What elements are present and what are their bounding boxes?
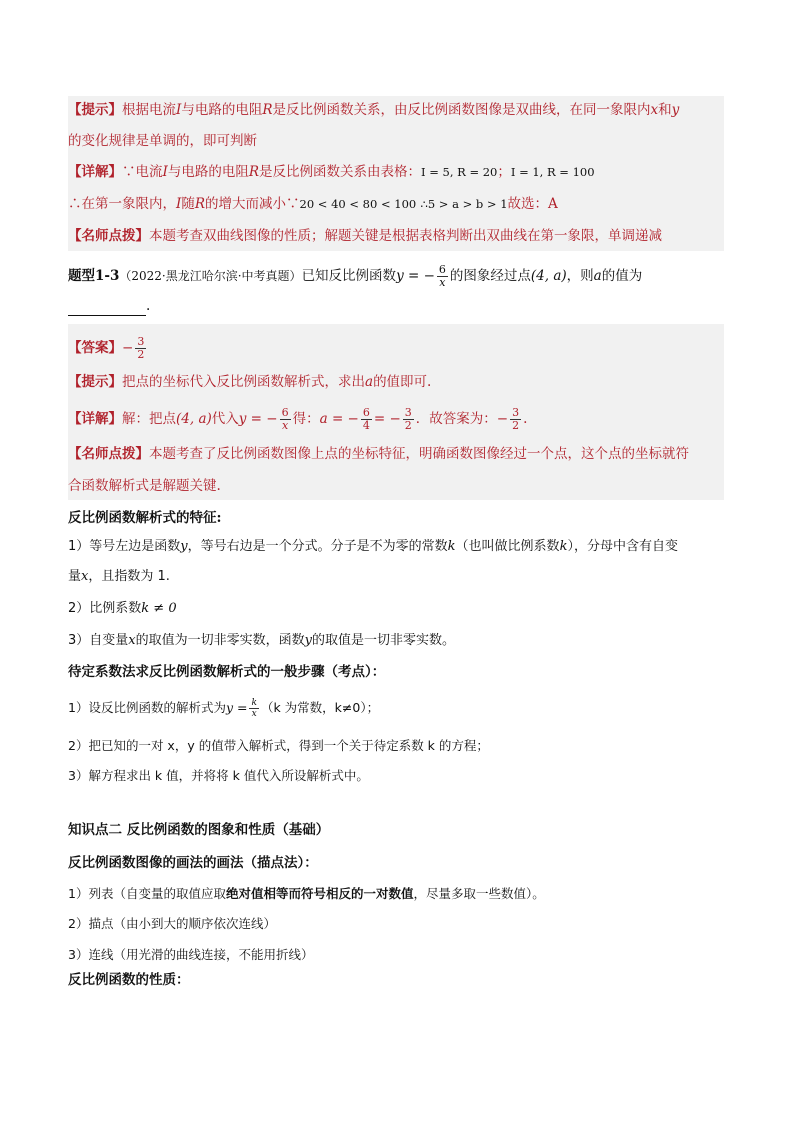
steps-heading: 待定系数法求反比例函数解析式的一般步骤（考点）：	[68, 664, 386, 680]
fraction: $\frac{3}{2}$	[137, 335, 145, 361]
formula: I = 1, R = 100	[510, 165, 595, 179]
teacher-note-2: 【名师点拨】本题考查了反比例函数图像上点的坐标特征，明确函数图像经过一个点，这个点的坐标就符	[68, 446, 689, 462]
feature-item-3: 3）自变量x的取值为一切非零实数，函数y的取值是一切非零实数。	[68, 633, 456, 648]
fraction: $\frac{3}{2}$	[404, 406, 412, 432]
inequality: 20 < 40 < 80 < 100	[299, 197, 417, 211]
answer-line: 【答案】− $\frac{3}{2}$	[68, 335, 145, 361]
answer-tag: 【答案】	[68, 340, 122, 356]
teacher-tag: 【名师点拨】	[68, 228, 149, 244]
feature-item-2: 2）比例系数k ≠ 0	[68, 601, 177, 616]
detail-line-1: 【详解】∵电流I与电路的电阻R是反比例函数关系由表格：I = 5, R = 20；I = 1, R = 100	[68, 164, 595, 180]
answer-blank	[68, 301, 146, 316]
detail-line-3: 【详解】解：把点(4, a)代入y = − $\frac{6}{x}$ 得：a = − $\frac{6}{4}$ = − $\frac{3}{2}$ ．故答案为：− $\frac{3}{2}$ .	[68, 406, 528, 432]
fraction: $\frac{6}{x}$	[438, 263, 446, 289]
step-2: 2）把已知的一对 x，y 的值带入解析式，得到一个关于待定系数 k 的方程；	[68, 738, 489, 753]
hint-line-3: 【提示】把点的坐标代入反比例函数解析式，求出a的值即可.	[68, 374, 432, 390]
hint-tag: 【提示】	[68, 102, 122, 118]
problem-label: 题型1-3	[68, 268, 120, 284]
fraction: $\frac{3}{2}$	[512, 406, 520, 432]
teacher-note-1: 【名师点拨】本题考查双曲线图像的性质；解题关键是根据表格判断出双曲线在第一象限，单调递减	[68, 228, 662, 244]
teacher-note-2-line-2: 合函数解析式是解题关键.	[68, 478, 221, 494]
fraction: $\frac{6}{4}$	[362, 406, 370, 432]
teacher-tag: 【名师点拨】	[68, 446, 149, 462]
drawing-heading: 反比例函数图像的画法的画法（描点法）：	[68, 855, 318, 871]
drawing-step-2: 2）描点（由小到大的顺序依次连线）	[68, 916, 276, 931]
fraction: $\frac{k}{x}$	[251, 698, 257, 719]
feature-heading: 反比例函数解析式的特征:	[68, 510, 222, 526]
detail-tag: 【详解】	[68, 411, 122, 427]
step-1: 1）设反比例函数的解析式为y = $\frac{k}{x}$ （k 为常数，k≠0）；	[68, 698, 380, 719]
step-3: 3）解方程求出 k 值，并将将 k 值代入所设解析式中。	[68, 768, 369, 783]
feature-item-1-line-2: 量x，且指数为 1.	[68, 569, 170, 584]
detail-line-2: ∴在第一象限内，I随R的增大而减小∵20 < 40 < 80 < 100 ∴5 > a > b > 1故选：A	[68, 196, 558, 212]
fraction: $\frac{6}{x}$	[281, 406, 289, 432]
properties-heading: 反比例函数的性质：	[68, 972, 190, 988]
hint-tag: 【提示】	[68, 374, 122, 390]
answer-choice: A	[548, 196, 558, 212]
inequality: ∴5 > a > b > 1	[420, 197, 508, 211]
hint-line-2: 的变化规律是单调的，即可判断	[68, 133, 257, 149]
formula: I = 5, R = 20	[421, 165, 498, 179]
answer-blank-line: .	[68, 296, 724, 316]
problem-source: （2022·黑龙江哈尔滨·中考真题）	[119, 269, 302, 283]
section-heading: 知识点二 反比例函数的图象和性质（基础）	[68, 822, 330, 838]
hint-line-1: 【提示】根据电流I与电路的电阻R是反比例函数关系，由反比例函数图像是双曲线，在同一象限内x和y	[68, 102, 680, 118]
detail-tag: 【详解】	[68, 164, 122, 180]
drawing-step-3: 3）连线（用光滑的曲线连接，不能用折线）	[68, 947, 314, 962]
problem-1-3: 题型1-3（2022·黑龙江哈尔滨·中考真题）已知反比例函数y = − $\frac{6}{x}$ 的图象经过点(4, a)，则a的值为	[68, 263, 643, 289]
feature-item-1: 1）等号左边是函数y，等号右边是一个分式。分子是不为零的常数k（也叫做比例系数k），分母中含有自变	[68, 539, 678, 554]
drawing-step-1: 1）列表（自变量的取值应取绝对值相等而符号相反的一对数值，尽量多取一些数值）。	[68, 886, 545, 901]
